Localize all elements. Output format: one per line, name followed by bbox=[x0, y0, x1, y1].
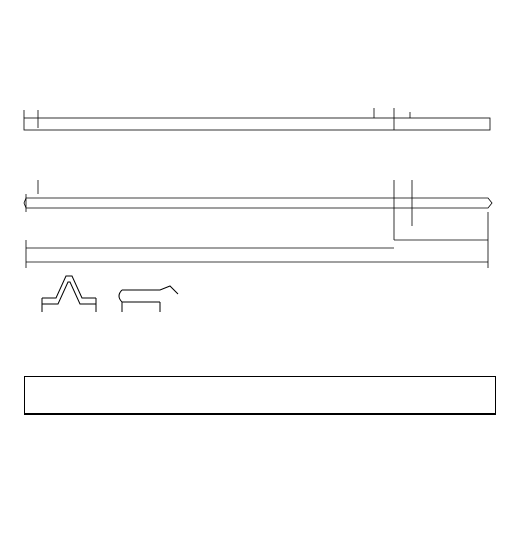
top-view-outline bbox=[24, 108, 490, 130]
spec-table bbox=[24, 376, 496, 415]
section-hook-profile bbox=[119, 286, 178, 312]
side-view-outline bbox=[24, 180, 492, 268]
spec-table-header bbox=[25, 377, 495, 414]
section-u-profile bbox=[42, 276, 96, 312]
